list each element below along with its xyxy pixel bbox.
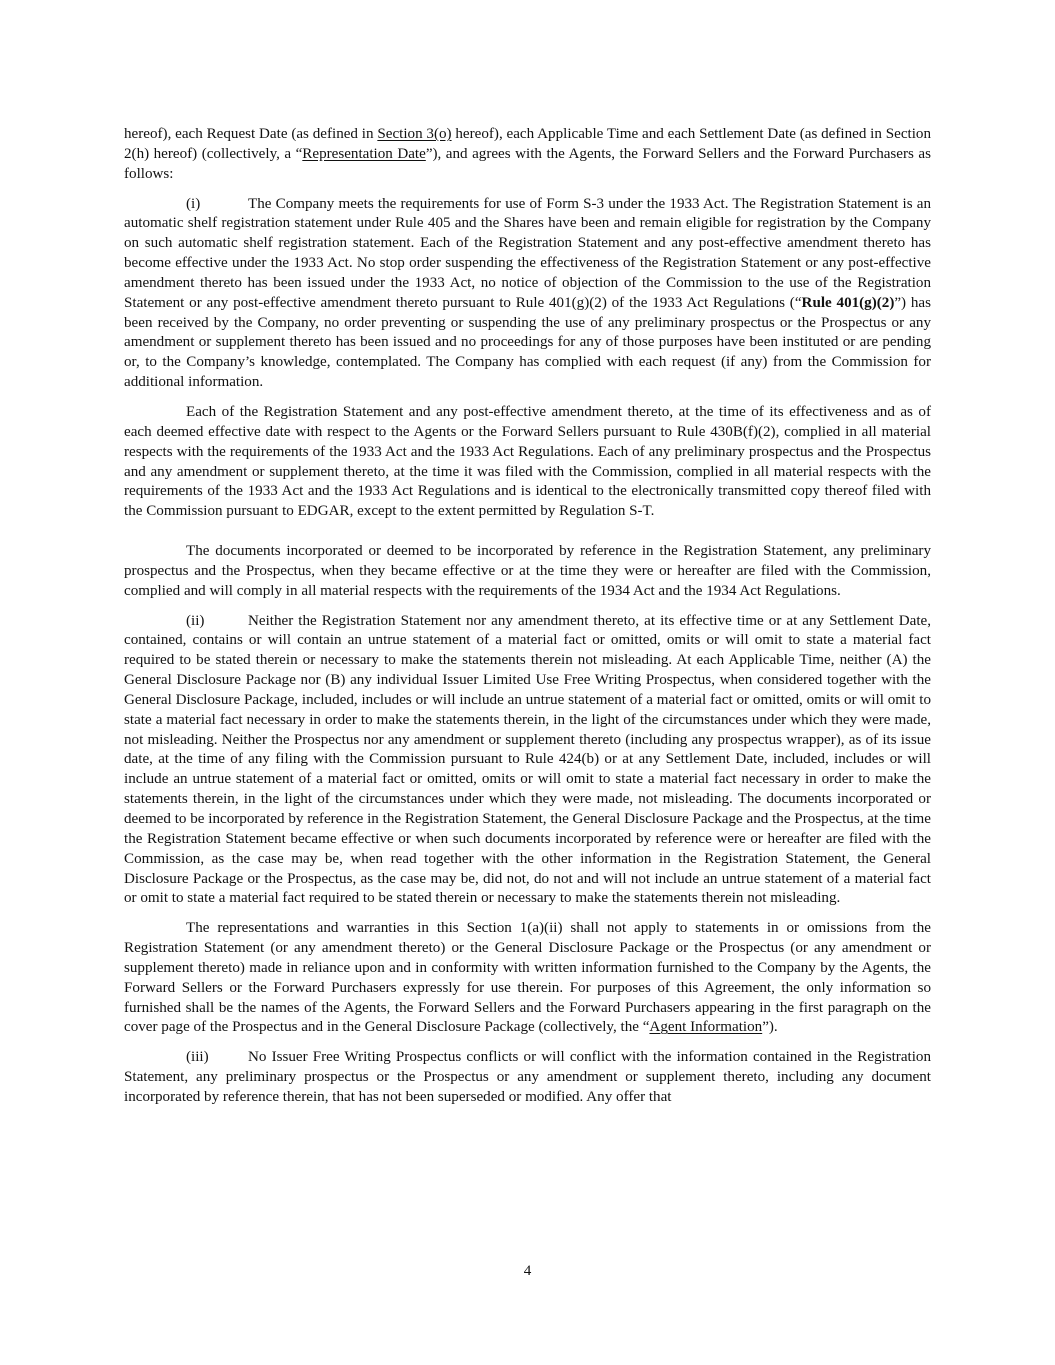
paragraph-i [124, 195, 931, 393]
text: ”). [762, 1019, 778, 1036]
paragraph-iii [124, 1048, 931, 1108]
clause-number: (iii) [186, 1049, 209, 1066]
paragraph-ii [124, 612, 931, 910]
defined-term: Representation Date [302, 145, 426, 162]
text: ”), and agrees with the Agents, the Forward Sellers and the Forward Purchasers as follows: [124, 145, 931, 182]
text: Neither the Registration Statement nor any amendment thereto, at its effective time or at any Settlement Date, contained, contains or will contain an untrue statement of a material fact or omitted, omits or will omit to state a material fact required to be stated therein or necessary to make the statements therein not misleading. At each Applicable Time, neither (A) the General Disclosure Package nor (B) any individual Issuer Limited Use Free Writing Prospectus, when considered together with the General Disclosure Package, included, includes or will include an untrue statement of a material fact or omitted, omits or will omit to state a material fact necessary in order to make the statements therein, in the light of the circumstances under which they were made, not misleading. Neither the Prospectus nor any amendment or supplement thereto (including any prospectus wrapper), as of its issue date, at the time of any filing with the Commission pursuant to Rule 424(b) or at any Settlement Date, included, includes or will include an untrue statement of a material fact or omitted, omits or will omit to state a material fact necessary in order to make the statements therein, in the light of the circumstances under which they were made, not misleading. The documents incorporated or deemed to be incorporated by reference in the Registration Statement, the General Disclosure Package and the Prospectus, at the time the Registration Statement became effective or when such documents incorporated by reference were or hereafter are filed with the Commission, as the case may be, when read together with the other information in the Registration Statement, the General Disclosure Package or the Prospectus, as the case may be, did not, do not and will not include an untrue statement of a material fact or omit to state a material fact required to be stated therein or necessary to make the statements therein not misleading. [124, 612, 931, 907]
page-number: 4 [523, 1263, 532, 1279]
clause-number: (i) [186, 195, 201, 212]
text: No Issuer Free Writing Prospectus conflicts or will conflict with the information contained in the Registration Statement, any preliminary prospectus or the Prospectus or any amendment or supplement thereto, including any document incorporated by reference therein, that has not been superseded or modified. Any offer that [124, 1049, 931, 1105]
paragraph-ii-exceptions [124, 919, 931, 1038]
text: hereof), each Applicable Time and each Settlement Date (as defined in Section 2(h) hereof) (collectively, a “ [124, 126, 931, 162]
document-body [124, 125, 931, 1108]
text: The representations and warranties in this Section 1(a)(ii) shall not apply to statements in or omissions from the Registration Statement (or any amendment thereto) or the General Disclosure Package or the Prospectus (or any amendment or supplement thereto) made in reliance upon and in conformity with written information furnished to the Company by the Agents, the Forward Sellers or the Forward Purchasers expressly for use therein. For purposes of this Agreement, the only information so furnished shall be the names of the Agents, the Forward Sellers and the Forward Purchasers appearing in the first paragraph on the cover page of the Prospectus and in the General Disclosure Package (collectively, the “ [124, 920, 931, 1036]
defined-term-bold: Rule 401(g)(2) [801, 294, 895, 311]
text: ”) has been received by the Company, no order preventing or suspending the use of any preliminary prospectus or the Prospectus or any amendment or supplement thereto has been issued and no proceedings for any of those purposes have been instituted or are pending or, to the Company’s knowledge, contemplated. The Company has complied with each request (if any) from the Commission for additional information. [124, 294, 931, 391]
section-reference: Section 3(o) [377, 126, 452, 142]
paragraph-i-incorporated-documents: The documents incorporated or deemed to be incorporated by reference in the Registration Statement, any preliminary prospectus and the Prospectus, when they became effective or at the time they were or hereafter are filed with the Commission, complied and will comply in all material respects with the requirements of the 1934 Act and the 1934 Act Regulations. [124, 543, 931, 599]
paragraph-i-compliance: Each of the Registration Statement and any post-effective amendment thereto, at the time of its effectiveness and as of each deemed effective date with respect to the Agents or the Forward Sellers pursuant to Rule 430B(f)(2), complied in all material respects with the requirements of the 1933 Act and the 1933 Act Regulations. Each of any preliminary prospectus and the Prospectus and any amendment or supplement thereto, at the time it was filed with the Commission, complied in all material respects with the requirements of the 1933 Act and the 1933 Act Regulations and is identical to the electronically transmitted copy thereof filed with the Commission pursuant to EDGAR, except to the extent permitted by Regulation S-T. [124, 403, 931, 520]
defined-term: Agent Information [649, 1019, 763, 1036]
text: The Company meets the requirements for use of Form S-3 under the 1933 Act. The Registration Statement is an automatic shelf registration statement under Rule 405 and the Shares have been and remain eligible for registration by the Company on such automatic shelf registration statement. Each of the Registration Statement and any post-effective amendment thereto has become effective under the 1933 Act. No stop order suspending the effectiveness of the Registration Statement or any post-effective amendment thereto has been issued under the 1933 Act, no notice of objection of the Commission to the use of the Registration Statement or any post-effective amendment thereto pursuant to Rule 401(g)(2) of the 1933 Act Regulations (“ [124, 195, 931, 311]
clause-number: (ii) [186, 612, 205, 629]
paragraph-intro-continuation [124, 125, 931, 185]
text: hereof), each Request Date (as defined in [124, 126, 378, 142]
